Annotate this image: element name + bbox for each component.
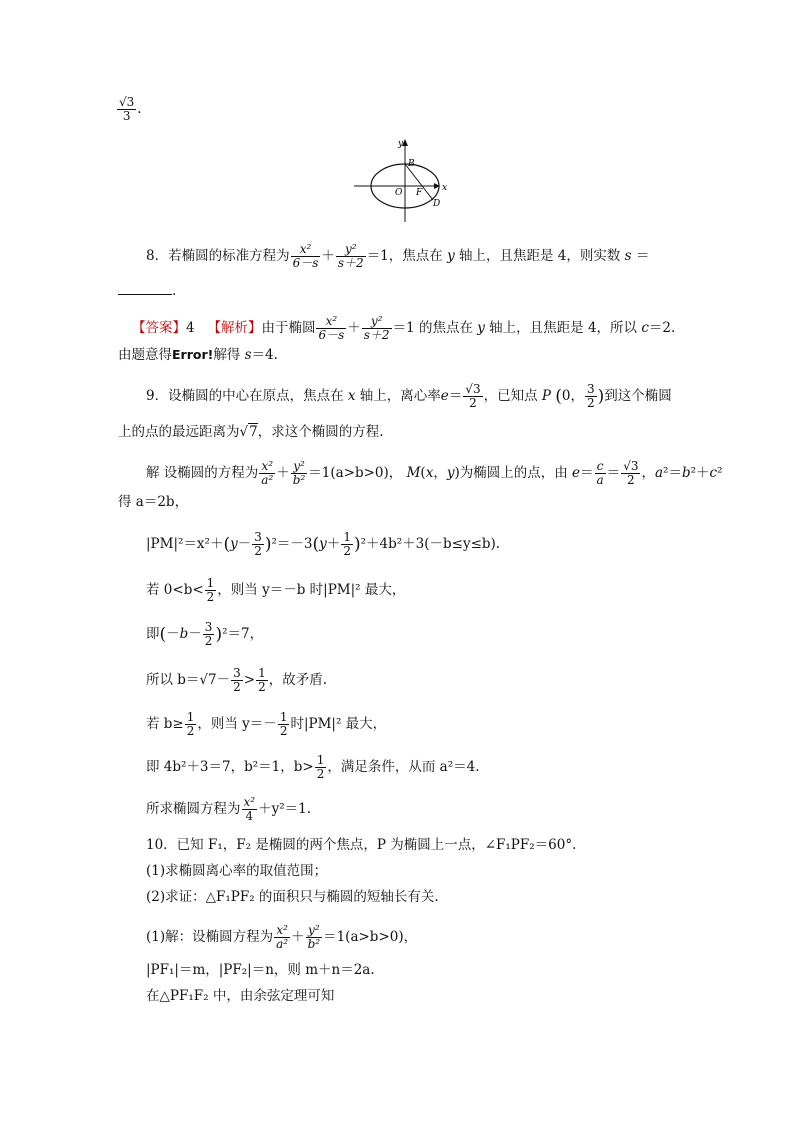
sol9-so: 所以 b＝√7－ $\frac{3}{2}$ > $\frac{1}{2}$ ，故矛盾.: [146, 666, 328, 694]
sol9-result: 所求椭圆方程为 $\frac{\text{x²}}{4}$ ＋y²＝1.: [146, 795, 311, 823]
sol9-if2: 若 b≥ $\frac{1}{2}$ ，则当 y＝－ $\frac{1}{2}$ 时|PM|² 最大，: [146, 710, 387, 738]
q10-line2: (1)求椭圆离心率的取值范围；: [146, 863, 328, 879]
sol9-ie1: 即(－b－ $\frac{3}{2}$ )²＝7，: [146, 620, 264, 648]
q9-line2: 上的点的最远距离为√7，求这个椭圆的方程.: [118, 424, 384, 440]
sol9-line1: 解 设椭圆的方程为 $\frac{\text{x²}}{\text{a²}}$ ＋ $\frac{\text{y²}}{\text{b²}}$ ＝1(a>b>0)， M(x，y)为椭圆上的点，由 e＝ $\frac{c}{a}$ ＝ $\frac{√3}{2}$ ，a²＝b²＋c²: [146, 459, 723, 487]
q9-line1: 9．设椭圆的中心在原点，焦点在 x 轴上，离心率e＝ $\frac{√3}{2}$ ，已知点 P (0， $\frac{3}{2}$ )到这个椭圆: [146, 382, 672, 410]
label-o: O: [395, 188, 403, 198]
sol9-ie2: 即 4b²＋3＝7，b²＝1，b> $\frac{1}{2}$ ，满足条件，从而 a²＝4.: [146, 753, 480, 781]
label-f: F: [416, 188, 423, 198]
sol9-line2: 得 a＝2b，: [118, 494, 189, 510]
q10-line3: (2)求证：△F₁PF₂ 的面积只与椭圆的短轴长有关.: [146, 889, 439, 905]
q8-blank: .: [118, 280, 176, 301]
q10-sol3: 在△PF₁F₂ 中，由余弦定理可知: [146, 988, 335, 1004]
sol9-if1: 若 0<b< $\frac{1}{2}$ ，则当 y＝－b 时|PM|² 最大，: [146, 576, 406, 604]
q8-line: 8．若椭圆的标准方程为 $\frac{\text{x²}}{6-s}$ ＋ $\frac{\text{y²}}{s+2}$ ＝1，焦点在 y 轴上，且焦距是 4，则实数 s ＝: [146, 242, 650, 270]
label-d: D: [433, 199, 441, 209]
label-b: B: [408, 159, 415, 169]
q10-line1: 10．已知 F₁，F₂ 是椭圆的两个焦点，P 为椭圆上一点，∠F₁PF₂＝60°.: [146, 837, 577, 853]
sol9-pm: |PM|²＝x²＋(y－ $\frac{3}{2}$ )²＝－3(y＋ $\frac{1}{2}$ )²＋4b²＋3(－b≤y≤b).: [146, 530, 501, 558]
a8-line2: 由题意得Error!解得 s＝4.: [118, 347, 278, 363]
q10-sol2: |PF₁|＝m，|PF₂|＝n，则 m＋n＝2a.: [146, 962, 375, 978]
a8-line1: 【答案】4 【解析】由于椭圆 $\frac{\text{x²}}{6-s}$ ＋ $\frac{\text{y²}}{s+2}$ ＝1 的焦点在 y 轴上，且焦距是 4，所以 c＝2.: [132, 314, 676, 342]
label-y: y: [398, 139, 404, 149]
label-x: x: [442, 183, 448, 193]
q10-sol1: (1)解：设椭圆方程为 $\frac{\text{x²}}{\text{a²}}$ ＋ $\frac{\text{y²}}{\text{b²}}$ ＝1(a>b>0)，: [146, 923, 418, 951]
top-fraction: $\frac{√3}{3}$ .: [119, 95, 142, 123]
ellipse-figure: [350, 134, 470, 226]
